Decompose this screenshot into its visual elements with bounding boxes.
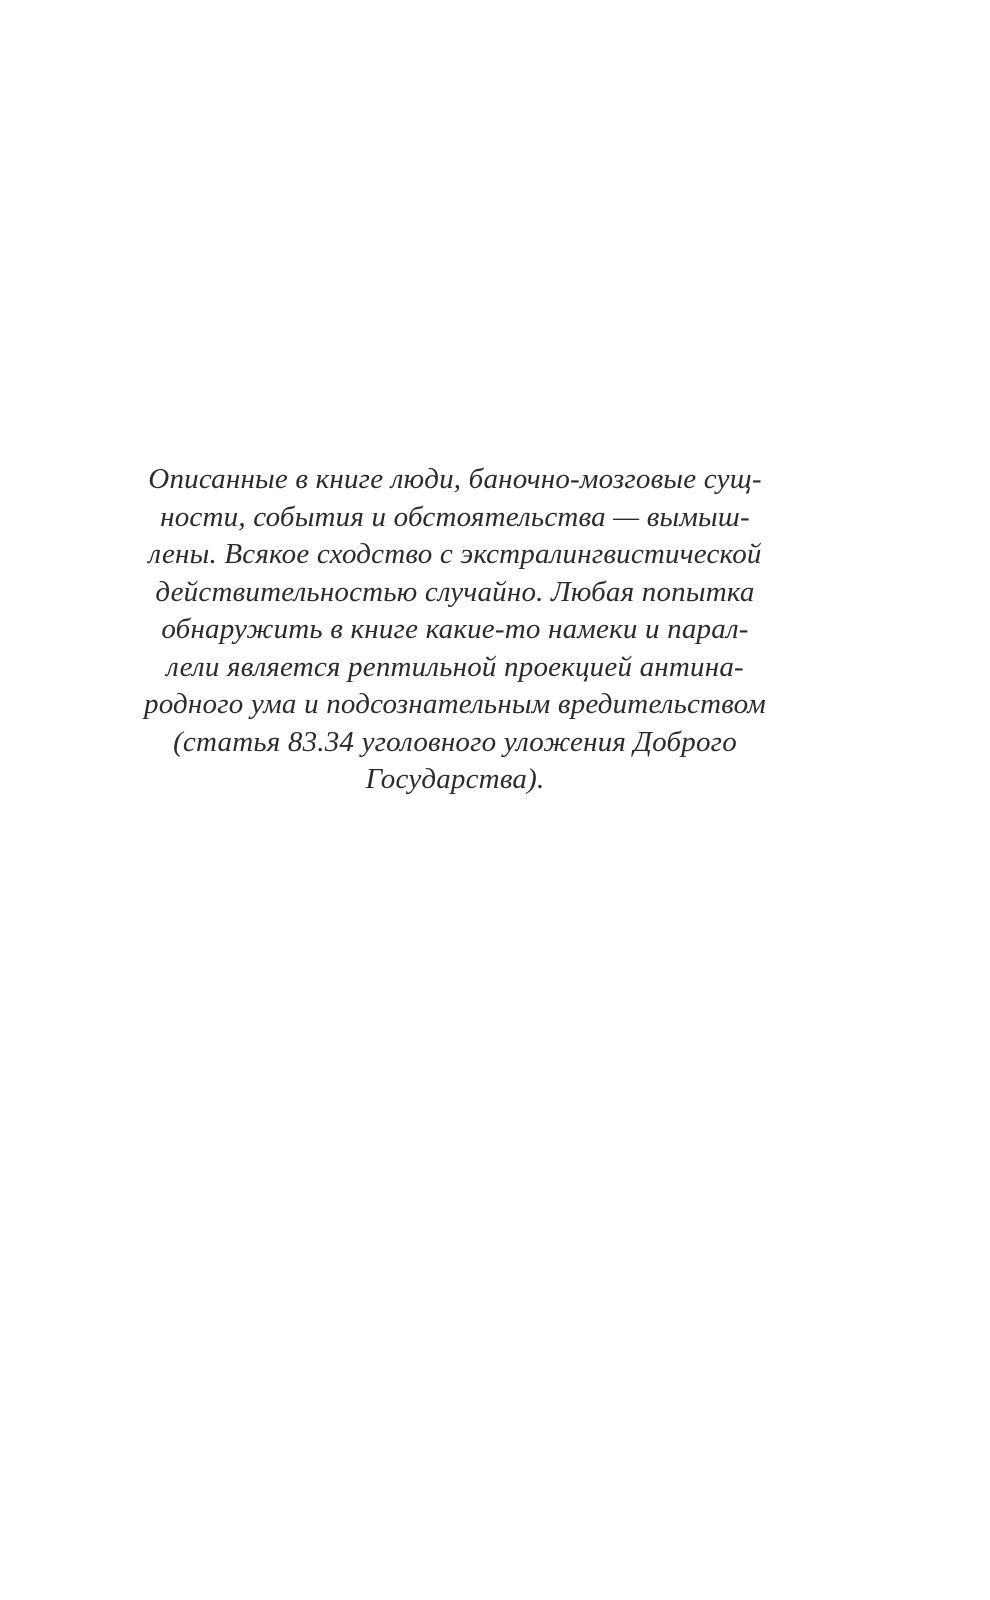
disclaimer-line: Описанные в книге люди, баночно-мозговые сущ-: [148, 463, 762, 495]
disclaimer-line: обнаружить в книге какие-то намеки и парал-: [161, 613, 749, 645]
disclaimer-text: [105, 461, 805, 799]
disclaimer-line: действительностью случайно. Любая попытка: [155, 575, 755, 608]
disclaimer-line: (статья 83.34 уголовного уложения Доброго: [173, 725, 737, 758]
disclaimer-line: родного ума и подсознательным вредительством: [144, 688, 766, 720]
disclaimer-line: ности, события и обстоятельства — вымыш-: [160, 500, 750, 533]
disclaimer-line: лели является рептильной проекцией антина-: [166, 650, 744, 683]
disclaimer-line: лены. Всякое сходство с экстралингвистической: [148, 538, 762, 570]
disclaimer-line: Государства).: [365, 763, 545, 795]
